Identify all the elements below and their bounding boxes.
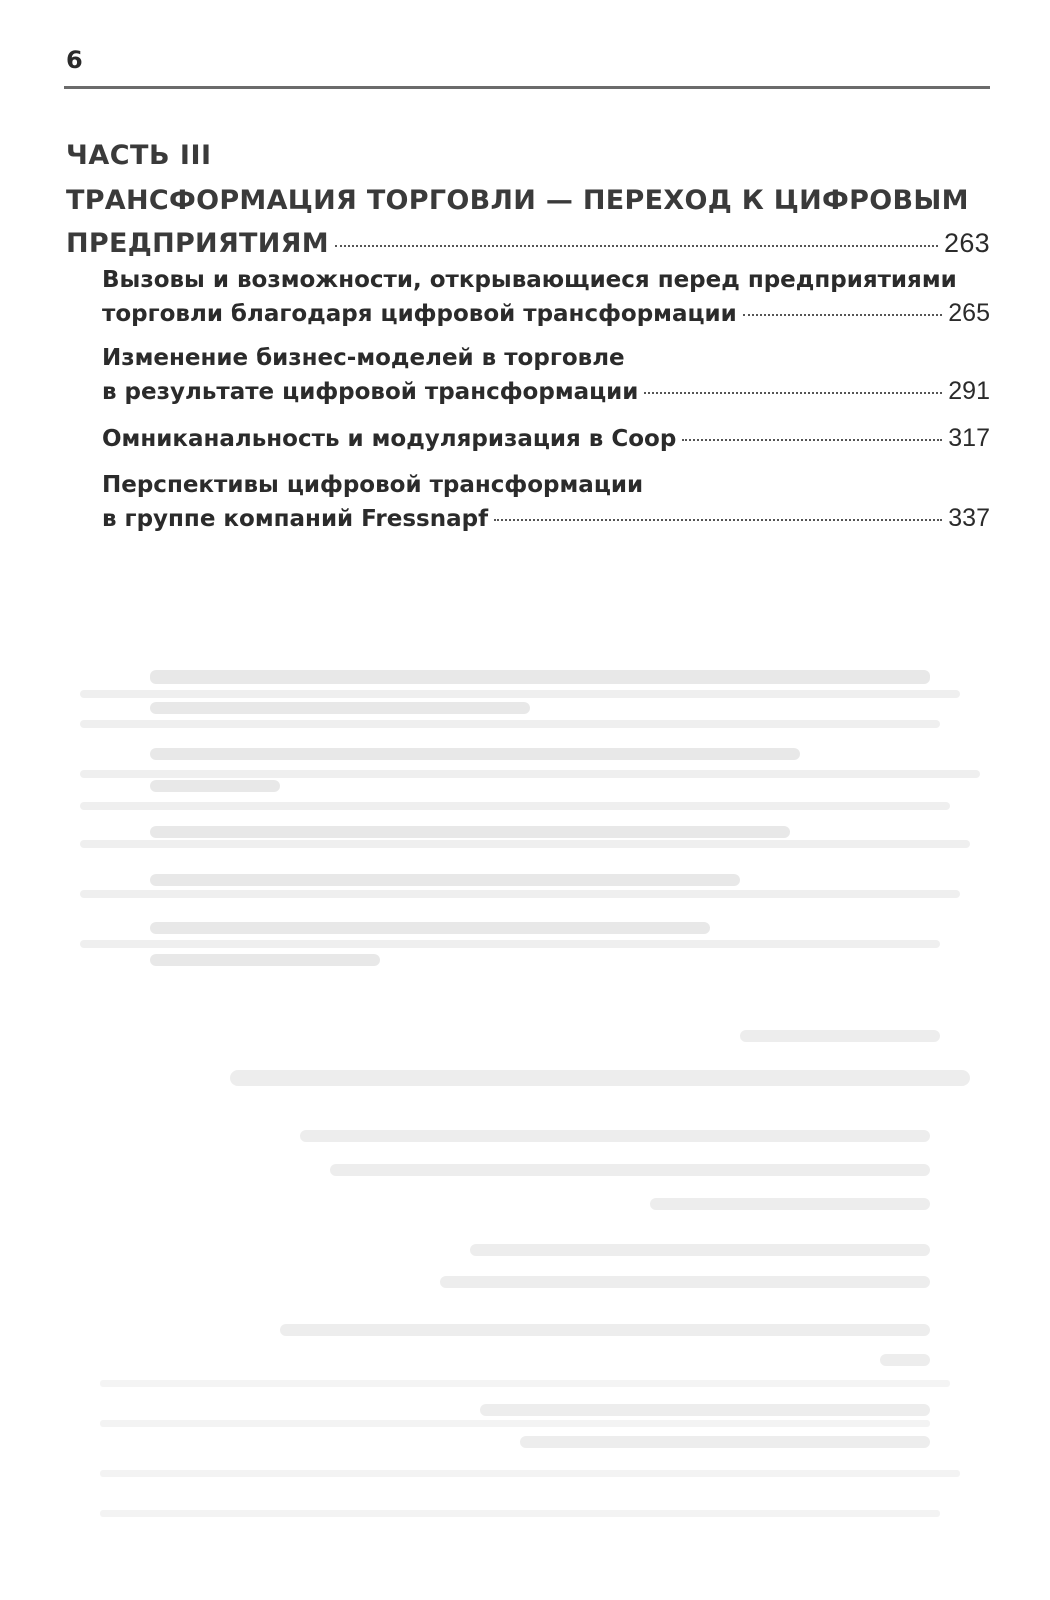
dot-leader [335, 245, 938, 247]
dot-leader [682, 439, 942, 441]
chapter-title-line-2: в результате цифровой трансформации [102, 379, 639, 405]
part-title-line-2: ПРЕДПРИЯТИЯМ [66, 228, 329, 259]
part-label: ЧАСТЬ III [66, 140, 212, 171]
chapter-page-number: 265 [948, 299, 990, 327]
header-rule [64, 86, 990, 89]
chapter-title-line-2: торговли благодаря цифровой трансформации [102, 301, 737, 327]
dot-leader [494, 519, 942, 521]
toc-chapter-entry[interactable] [102, 469, 990, 536]
show-through-texture [0, 540, 1050, 1600]
dot-leader [644, 392, 942, 394]
chapter-title-line-2: в группе компаний Fressnapf [102, 506, 489, 532]
chapter-title-line-1: Изменение бизнес-моделей в торговле [102, 345, 625, 371]
chapter-page-number: 317 [948, 424, 990, 452]
chapter-title-line-1: Вызовы и возможности, открывающиеся перед предприятиями [102, 267, 957, 293]
chapter-title-line-1: Перспективы цифровой трансформации [102, 472, 644, 498]
toc-chapter-entry[interactable] [102, 342, 990, 409]
chapter-page-number: 291 [948, 377, 990, 405]
part-title-line-1: ТРАНСФОРМАЦИЯ ТОРГОВЛИ — ПЕРЕХОД К ЦИФРОВЫМ [66, 185, 969, 216]
toc-chapter-entry[interactable] [102, 422, 990, 456]
part-page-number: 263 [944, 228, 990, 258]
toc-chapter-entry[interactable] [102, 264, 990, 331]
chapter-title-line-1: Омниканальность и модуляризация в Coop [102, 426, 677, 452]
page-number: 6 [66, 46, 83, 74]
toc-part-entry[interactable] [66, 180, 990, 265]
dot-leader [743, 314, 943, 316]
chapter-page-number: 337 [948, 504, 990, 532]
